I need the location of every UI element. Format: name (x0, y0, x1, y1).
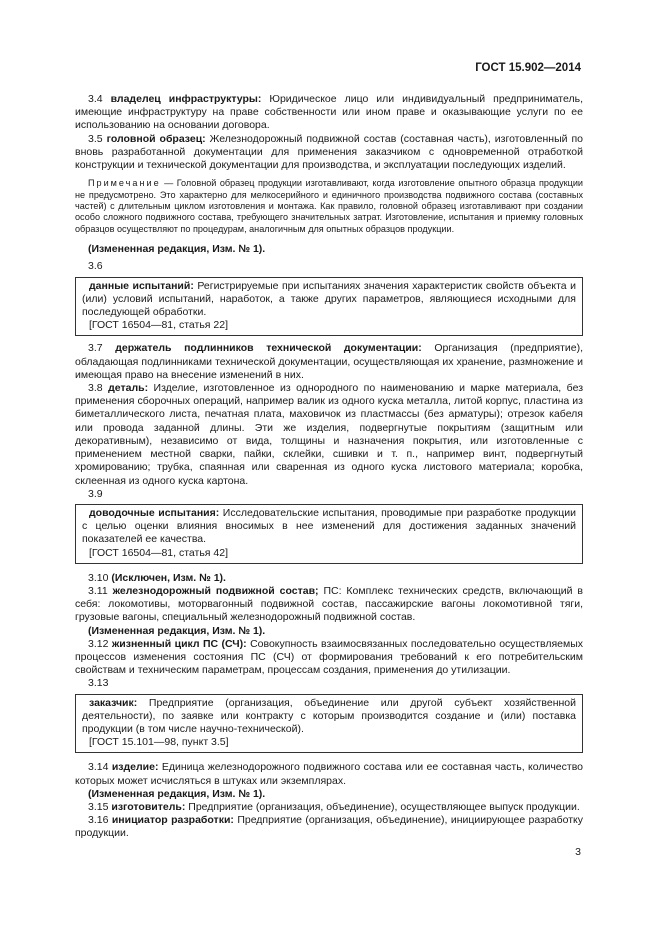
clause-term: изделие: (111, 761, 159, 774)
source-reference: [ГОСТ 16504—81, статья 22] (89, 319, 228, 332)
clause-term: держатель подлинников технической документации: (115, 342, 422, 355)
clause-3-10 (75, 572, 583, 585)
quoted-definition-box (75, 277, 583, 337)
source-reference: [ГОСТ 15.101—98, пункт 3.5] (89, 736, 229, 749)
note-text: — Головной образец продукции изготавливают, когда изготовление опытного образца продукции не предусмотрено. Это характерно для мелкосерийного и единичного производства подвижного состава (составных частей) с длительным циклом изготовления и монтажа. Как правило, головной образец изготавливают при создании особо сложного подвижного состава, требующего значительных затрат. Изготовление, испытания и приемку головных образцов осуществляют по процедурам, аналогичным для опытных образцов продукции. (75, 178, 583, 234)
clause-term: заказчик: (89, 696, 138, 709)
clause-text: Юридическое лицо или индивидуальный предприниматель, имеющие инфраструктуру на праве собственности или ином праве и оказывающие услуги по ее использованию на основании договора. (75, 93, 583, 132)
clause-term: владелец инфраструктуры: (110, 93, 262, 105)
clause-number: 3.14 (88, 761, 109, 774)
clause-3-4 (75, 93, 583, 133)
clause-term: доводочные испытания: (89, 506, 220, 519)
clause-number: 3.5 (88, 132, 103, 145)
quoted-definition-box (75, 504, 583, 564)
page-number: 3 (575, 846, 581, 858)
note-paragraph (75, 178, 583, 235)
clause-term: данные испытаний: (89, 279, 194, 292)
clause-number: 3.16 (88, 814, 109, 827)
clause-3-14 (75, 761, 583, 787)
clause-text: Единица железнодорожного подвижного состава или ее составная часть, количество которых может исчисляться в штуках или экземплярах. (75, 761, 583, 787)
quoted-definition-box (75, 694, 583, 754)
clause-text: Организация (предприятие), обладающая подлинниками технической документации, осуществляющая их хранение, размножение и имеющая право на внесение изменений в них. (75, 342, 583, 381)
clause-text: Предприятие (организация, объединение), инициирующее разработку продукции. (75, 814, 584, 840)
clause-text: Предприятие (организация, объединение или другой субъект хозяйственной деятельности), по заявке или контракту с которым производится создание и (или) поставка продукции (в том числе научно-технической). (82, 696, 576, 735)
clause-text: Предприятие (организация, объединение), осуществляющее выпуск продукции. (185, 800, 580, 813)
clause-3-8 (75, 382, 583, 488)
clause-3-13 (82, 697, 576, 737)
clause-term: жизненный цикл ПС (СЧ): (111, 637, 247, 650)
clause-3-5 (75, 133, 583, 173)
clause-number: 3.10 (88, 571, 109, 584)
note-label: Примечание (88, 178, 161, 189)
clause-number: 3.15 (88, 800, 109, 813)
clause-number: 3.7 (88, 342, 103, 355)
source-reference: [ГОСТ 16504—81, статья 42] (89, 546, 228, 559)
clause-3-7 (75, 342, 583, 382)
amendment-note: (Измененная редакция, Изм. № 1). (88, 624, 266, 637)
clause-text: Железнодорожный подвижной состав (составная часть), изготовленный по вновь разработанной документации для применения заказчиком с одновременной отработкой конструкции и технической документации для производства, и эксплуатации последующих изделий. (75, 132, 583, 172)
clause-term: инициатор разработки: (111, 814, 234, 827)
clause-3-9-number: 3.9 (88, 487, 103, 500)
clause-text: Совокупность взаимосвязанных последовательно осуществляемых процессов изменения состояния ПС (СЧ) от формирования требований к его потребительским свойствам и техническим параметрам, процессам создания, применения до утилизации. (75, 637, 583, 677)
clause-term: изготовитель: (111, 800, 186, 813)
clause-3-12 (75, 638, 583, 678)
clause-text: Изделие, изготовленное из однородного по наименованию и марке материала, без применения сборочных операций, например валик из одного куска металла, литой корпус, пластина из биметаллического листа, печатная плата, маховичок из пластмассы (без арматуры); отрезок кабеля или провода заданной длины. Эти же изделия, подвергнутые покрытиям (защитным или декоративным), независимо от вида, толщины и назначения покрытия, или изготовленные с применением местной сварки, пайки, склейки, сшивки и т. п., например винт, подвергнутый хромированию; трубка, спаянная или сваренная из одного куска листового материала; коробка, склеенная из одного куска картона. (75, 382, 584, 487)
clause-term: деталь: (108, 382, 149, 395)
clause-number: 3.12 (88, 637, 109, 650)
clause-term: железнодорожный подвижной состав; (112, 584, 319, 597)
clause-3-6 (82, 280, 576, 320)
document-body (75, 93, 583, 841)
clause-text: (Исключен, Изм. № 1). (111, 571, 226, 584)
clause-3-13-number: 3.13 (88, 677, 109, 690)
clause-number: 3.8 (88, 382, 103, 395)
clause-3-15 (75, 801, 583, 814)
amendment-note: (Измененная редакция, Изм. № 1). (88, 243, 266, 256)
clause-number: 3.11 (88, 584, 108, 597)
clause-text: Регистрируемые при испытаниях значения характеристик свойств объекта и (или) условий испытаний, наработок, а также других параметров, являющиеся исходными для последующей обработки. (82, 279, 576, 319)
clause-text: Исследовательские испытания, проводимые при разработке продукции с целью оценки влияния вносимых в нее изменений для достижения заданных значений показателей ее качества. (82, 506, 576, 546)
clause-3-9 (82, 507, 576, 547)
clause-3-16 (75, 814, 583, 840)
clause-3-11 (75, 585, 583, 625)
clause-term: головной образец: (106, 132, 206, 145)
clause-3-6-number: 3.6 (88, 260, 103, 273)
clause-number: 3.4 (88, 93, 103, 105)
document-header: ГОСТ 15.902—2014 (475, 62, 581, 74)
amendment-note: (Измененная редакция, Изм. № 1). (88, 787, 266, 800)
clause-text: ПС: Комплекс технических средств, включающий в себя: локомотивы, моторвагонный подвижной состав, пассажирские вагоны локомотивной тяги, грузовые вагоны, специальный железнодорожный подвижной состав. (75, 584, 583, 624)
